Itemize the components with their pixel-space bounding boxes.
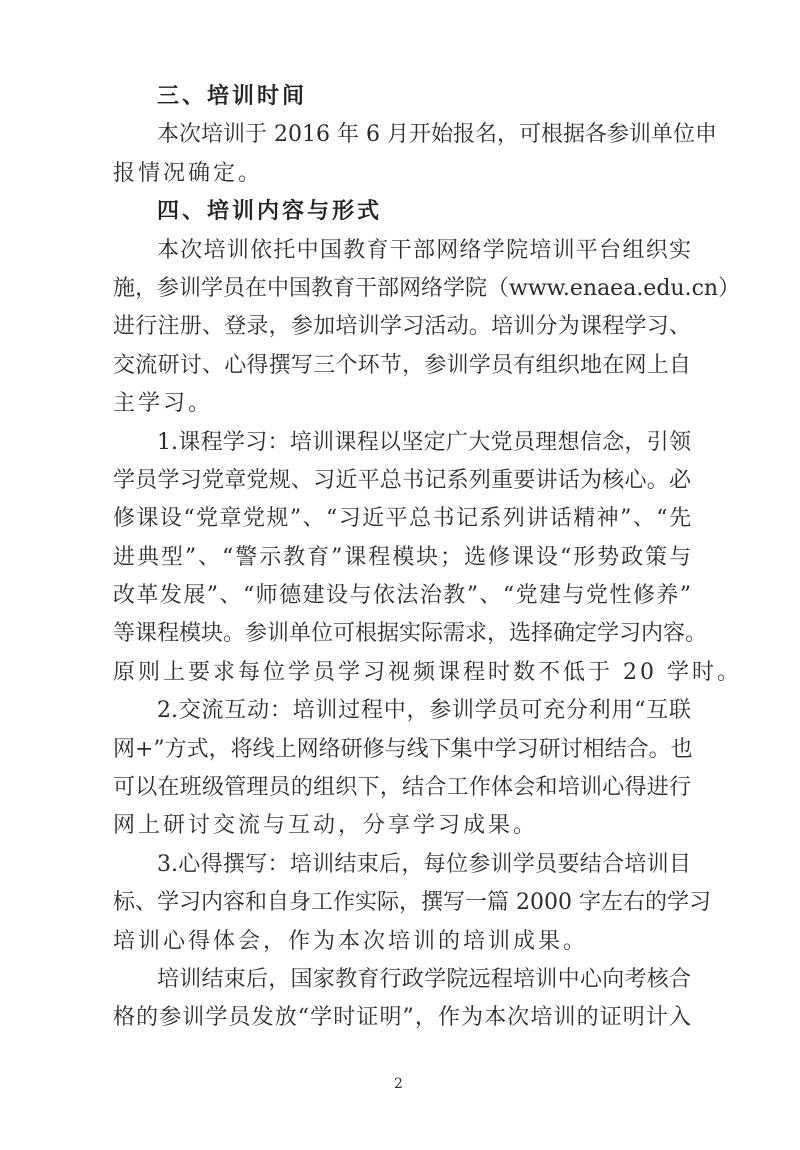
paragraph-line: 可以在班级管理员的组织下，结合工作体会和培训心得进行 — [113, 775, 691, 801]
page-number: 2 — [394, 1076, 403, 1092]
paragraph-line: 进行注册、登录，参加培训学习活动。培训分为课程学习、 — [113, 314, 691, 340]
section-heading-content-form: 四、培训内容与形式 — [157, 199, 383, 225]
paragraph-line: 1.课程学习：培训课程以坚定广大党员理想信念，引领 — [157, 429, 691, 455]
paragraph-line: 施，参训学员在中国教育干部网络学院（www.enaea.edu.cn） — [113, 275, 741, 301]
document-page — [113, 78, 742, 1038]
paragraph-line: 培训心得体会，作为本次培训的培训成果。 — [113, 928, 589, 954]
paragraph-line: 改革发展”、“师德建设与依法治教”、“党建与党性修养” — [113, 583, 691, 609]
paragraph-line: 交流研讨、心得撰写三个环节，参训学员有组织地在网上自 — [113, 352, 691, 378]
paragraph-line: 本次培训依托中国教育干部网络学院培训平台组织实 — [157, 237, 691, 263]
paragraph-line: 等课程模块。参训单位可根据实际需求，选择确定学习内容。 — [113, 621, 708, 647]
paragraph-line: 2.交流互动：培训过程中，参训学员可充分利用“互联 — [157, 698, 691, 724]
paragraph-line: 培训结束后，国家教育行政学院远程培训中心向考核合 — [157, 966, 691, 992]
paragraph-line: 修课设“党章党规”、“习近平总书记系列讲话精神”、“先 — [113, 506, 691, 532]
paragraph-line: 格的参训学员发放“学时证明”，作为本次培训的证明计入 — [113, 1005, 691, 1031]
section-heading-training-time: 三、培训时间 — [157, 84, 308, 109]
paragraph-line: 进典型”、“警示教育”课程模块；选修课设“形势政策与 — [113, 544, 691, 570]
paragraph-line: 主学习。 — [113, 391, 214, 417]
paragraph-line: 报情况确定。 — [113, 160, 264, 186]
paragraph-line: 网上研讨交流与互动，分享学习成果。 — [113, 813, 539, 839]
paragraph-line: 网+”方式，将线上网络研修与线下集中学习研讨相结合。也 — [113, 736, 693, 762]
paragraph-line: 学员学习党章党规、习近平总书记系列重要讲话为核心。必 — [113, 467, 691, 493]
paragraph-line: 本次培训于 2016 年 6 月开始报名，可根据各参训单位申 — [157, 122, 717, 148]
paragraph-line: 3.心得撰写：培训结束后，每位参训学员要结合培训目 — [157, 851, 691, 877]
paragraph-line: 标、学习内容和自身工作实际，撰写一篇 2000 字左右的学习 — [113, 890, 711, 916]
paragraph-line: 原则上要求每位学员学习视频课程时数不低于 20 学时。 — [113, 659, 742, 685]
